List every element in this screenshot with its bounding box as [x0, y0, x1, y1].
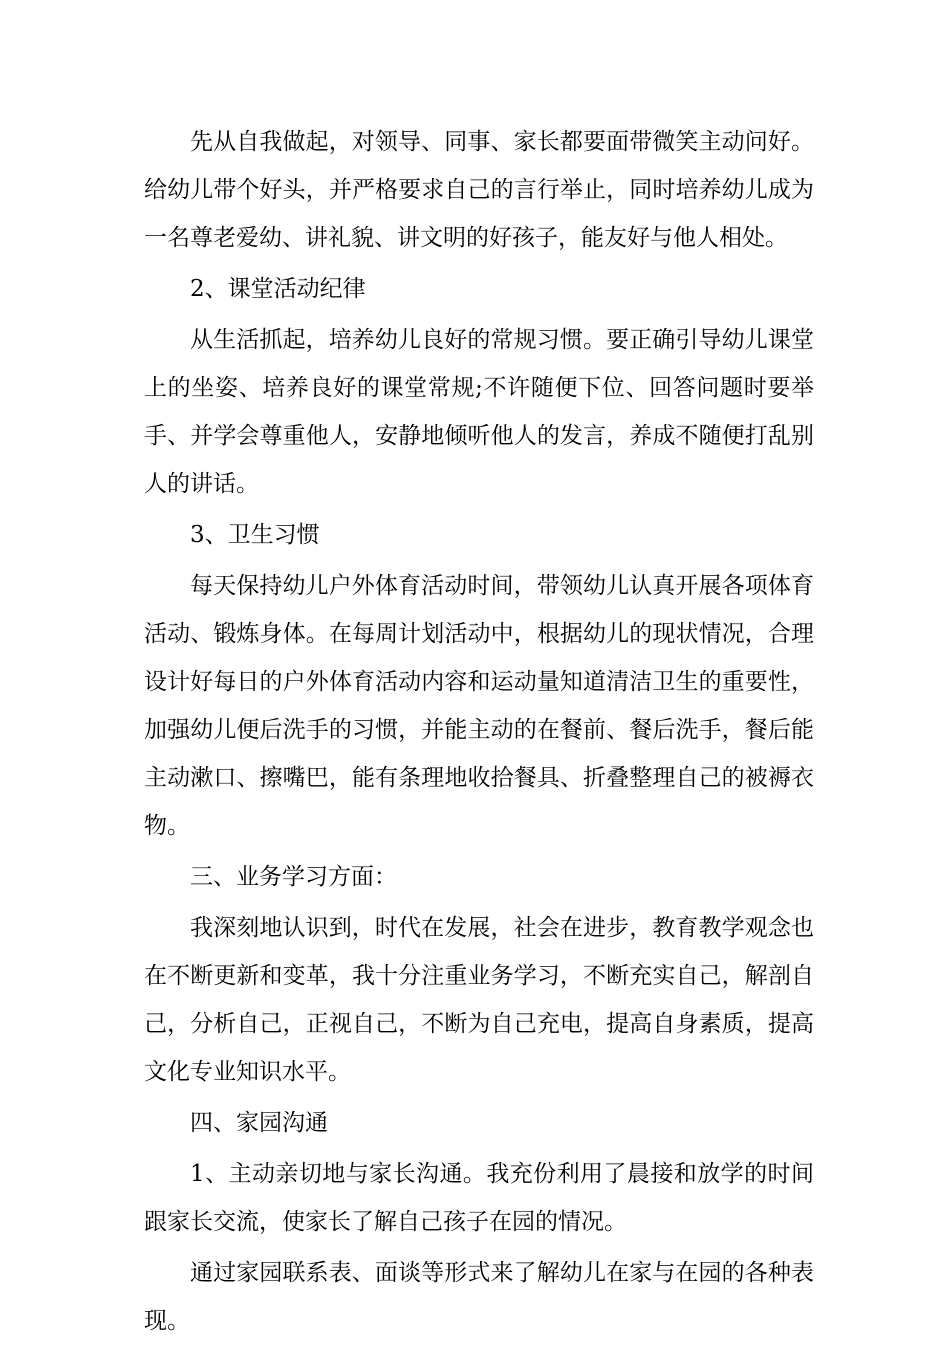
paragraph-classroom-discipline: 从生活抓起，培养幼儿良好的常规习惯。要正确引导幼儿课堂上的坐姿、培养良好的课堂常规;不许随便下位、回答问题时要举手、并学会尊重他人，安静地倾听他人的发言，养成不随便打乱别人的讲话。	[144, 327, 814, 497]
heading-home-school-communication: 四、家园沟通	[190, 1110, 328, 1136]
heading-hygiene-habits: 3、卫生习惯	[190, 522, 320, 548]
paragraph-contact-forms: 通过家园联系表、面谈等形式来了解幼儿在家与在园的各种表现。	[144, 1260, 814, 1334]
paragraph-professional-study: 我深刻地认识到，时代在发展，社会在进步，教育教学观念也在不断更新和变革，我十分注重业务学习，不断充实自己，解剖自己，分析自己，正视自己，不断为自己充电，提高自身素质，提高文化专业知识水平。	[144, 915, 814, 1085]
heading-classroom-discipline: 2、课堂活动纪律	[190, 276, 366, 302]
paragraph-hygiene-habits: 每天保持幼儿户外体育活动时间，带领幼儿认真开展各项体育活动、锻炼身体。在每周计划活动中，根据幼儿的现状情况，合理设计好每日的户外体育活动内容和运动量知道清洁卫生的重要性，加强幼儿便后洗手的习惯，并能主动的在餐前、餐后洗手，餐后能主动漱口、擦嘴巴，能有条理地收拾餐具、折叠整理自己的被褥衣物。	[144, 573, 814, 839]
heading-professional-study: 三、业务学习方面：	[190, 864, 397, 890]
document-body	[144, 118, 814, 1348]
paragraph-parent-communication: 1、主动亲切地与家长沟通。我充份利用了晨接和放学的时间跟家长交流，使家长了解自己孩子在园的情况。	[144, 1161, 814, 1235]
paragraph-greeting: 先从自我做起，对领导、同事、家长都要面带微笑主动问好。给幼儿带个好头，并严格要求自己的言行举止，同时培养幼儿成为一名尊老爱幼、讲礼貌、讲文明的好孩子，能友好与他人相处。	[144, 129, 814, 251]
